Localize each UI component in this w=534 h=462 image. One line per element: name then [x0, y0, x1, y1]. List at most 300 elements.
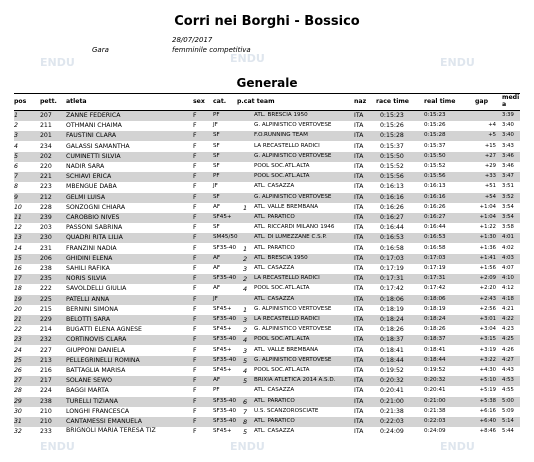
row-real-time: 0:18:26: [424, 326, 446, 333]
row-athlete: PELLEGRINELLI ROMINA: [66, 356, 140, 364]
row-media: 4:18: [502, 295, 514, 302]
row-sex: F: [193, 367, 197, 374]
row-gap: +27: [484, 152, 496, 159]
row-pos: 22: [14, 326, 22, 334]
row-team: ATL. RICCARDI MILANO 1946: [254, 224, 335, 231]
row-real-time: 0:17:03: [424, 254, 446, 261]
row-pos: 15: [14, 254, 22, 262]
row-sex: F: [193, 254, 197, 262]
row-cat: SF35-40: [213, 244, 237, 251]
row-pett: 238: [40, 397, 52, 405]
row-naz: ITA: [354, 224, 364, 232]
row-race-time: 0:18:06: [380, 295, 404, 303]
row-race-time: 0:22:03: [380, 418, 404, 425]
row-pett: 217: [40, 377, 52, 385]
row-race-time: 0:16:16: [380, 193, 404, 201]
row-team: U.S. SCANZOROSCIATE: [254, 407, 319, 414]
row-real-time: 0:21:00: [424, 397, 446, 404]
row-sex: F: [193, 326, 197, 334]
row-cat: SF35-40: [213, 407, 237, 414]
row-team: G. ALPINISTICO VERTOVESE: [254, 356, 332, 363]
row-media: 4:02: [502, 244, 514, 251]
row-pos: 32: [14, 428, 22, 436]
row-athlete: ZANNE FEDERICA: [66, 112, 121, 119]
row-pett: 211: [40, 122, 52, 130]
row-cat: SF: [213, 224, 220, 231]
header-sex: sex: [193, 98, 205, 105]
row-athlete: GIUPPONI DANIELA: [66, 346, 125, 354]
row-athlete: BATTAGLIA MARISA: [66, 367, 126, 374]
watermark: ENDU: [440, 440, 475, 453]
row-sex: F: [193, 336, 197, 344]
row-pett: 229: [40, 316, 52, 323]
row-pcat: 4: [243, 336, 248, 345]
row-cat: SF35-40: [213, 336, 237, 343]
row-pos: 26: [14, 367, 22, 374]
row-gap: +5:38: [479, 397, 496, 404]
row-team: ATL. VALLE BREMBANA: [254, 203, 319, 210]
row-pcat: 5: [243, 377, 248, 386]
header-pett: pett.: [40, 98, 57, 105]
table-row: [14, 223, 520, 233]
row-pett: 215: [40, 305, 52, 313]
table-row: [14, 203, 520, 213]
row-media: 5:14: [502, 418, 514, 424]
row-media: 3:54: [502, 214, 514, 220]
row-race-time: 0:15:52: [380, 163, 404, 170]
row-naz: ITA: [354, 163, 364, 170]
header-media: medi a: [502, 94, 520, 108]
row-pett: 213: [40, 356, 52, 364]
row-pett: 201: [40, 132, 52, 140]
table-row: [14, 172, 520, 182]
row-pett: 225: [40, 295, 52, 303]
table-row: [14, 193, 520, 203]
row-media: 3:47: [502, 173, 514, 180]
row-sex: F: [193, 316, 197, 323]
header-pcat-team: [237, 98, 275, 105]
row-naz: ITA: [354, 418, 364, 425]
row-race-time: 0:17:31: [380, 275, 404, 283]
row-pcat: 1: [243, 305, 248, 314]
row-naz: ITA: [354, 305, 364, 313]
row-pett: 202: [40, 152, 52, 160]
row-pett: 212: [40, 193, 52, 201]
row-pett: 235: [40, 275, 52, 283]
row-athlete: BRIGNOLI MARIA TERESA TIZ: [66, 427, 156, 435]
table-row: [14, 335, 520, 345]
row-cat: SM45/50: [213, 234, 238, 241]
row-athlete: QUADRI RITA LILIA: [66, 234, 123, 242]
event-date-value: 28/07/2017: [172, 36, 213, 44]
row-sex: F: [193, 214, 197, 221]
table-row: [14, 325, 520, 335]
row-media: 5:44: [502, 428, 514, 435]
table-row: [14, 254, 520, 264]
table-header: [0, 96, 534, 110]
row-naz: ITA: [354, 336, 364, 344]
row-sex: F: [193, 132, 197, 140]
row-team: LA RECASTELLO RADICI: [254, 316, 320, 322]
table-row: [14, 284, 520, 294]
row-real-time: 0:18:41: [424, 346, 446, 353]
row-real-time: 0:16:53: [424, 234, 446, 241]
table-row: [14, 417, 520, 427]
row-media: 3:46: [502, 152, 514, 159]
row-naz: ITA: [354, 367, 364, 374]
row-sex: F: [193, 112, 197, 119]
header-pos: pos: [14, 98, 27, 105]
row-team: ATL. CASAZZA: [254, 428, 295, 435]
row-gap: +3:04: [479, 326, 496, 333]
row-real-time: 0:18:37: [424, 336, 446, 343]
row-pett: 210: [40, 407, 52, 415]
row-cat: SF45+: [213, 305, 232, 312]
row-real-time: 0:24:09: [424, 428, 446, 435]
row-naz: ITA: [354, 234, 364, 242]
row-team: POOL SOC.ATL.ALTA: [254, 367, 310, 373]
row-media: 4:26: [502, 346, 514, 353]
row-naz: ITA: [354, 254, 364, 262]
row-team: G. ALPINISTICO VERTOVESE: [254, 305, 332, 312]
row-sex: F: [193, 407, 197, 415]
row-cat: SF45+: [213, 346, 232, 353]
table-row: [14, 407, 520, 417]
row-pett: 227: [40, 346, 52, 354]
row-athlete: GALASSI SAMANTHA: [66, 142, 130, 150]
row-race-time: 0:24:09: [380, 428, 404, 436]
row-pcat: 4: [243, 285, 248, 294]
row-sex: F: [193, 224, 197, 232]
row-real-time: 0:19:52: [424, 367, 446, 373]
watermark: ENDU: [440, 56, 475, 69]
row-pos: 29: [14, 397, 22, 405]
table-row: [14, 356, 520, 366]
table-row: [14, 397, 520, 407]
row-gap: +2:56: [479, 305, 496, 312]
row-pcat: 5: [243, 428, 248, 437]
row-athlete: BAGGI MARTA: [66, 387, 109, 395]
row-sex: F: [193, 234, 197, 242]
row-sex: F: [193, 428, 197, 436]
row-gap: +5:19: [479, 387, 496, 394]
row-race-time: 0:18:26: [380, 326, 404, 334]
row-naz: ITA: [354, 173, 364, 181]
row-real-time: 0:16:44: [424, 224, 446, 231]
row-team: POOL SOC.ATL.ALTA: [254, 336, 310, 343]
row-naz: ITA: [354, 285, 364, 293]
row-team: ATL. CASAZZA: [254, 295, 295, 302]
row-cat: JF: [213, 122, 218, 129]
row-team: ATL. PARATICO: [254, 244, 295, 251]
row-gap: +6:40: [479, 418, 496, 424]
row-sex: F: [193, 418, 197, 425]
row-sex: F: [193, 397, 197, 405]
row-pett: 233: [40, 428, 52, 436]
row-real-time: 0:15:52: [424, 163, 446, 169]
row-sex: F: [193, 275, 197, 283]
row-cat: SF: [213, 142, 220, 149]
row-real-time: 0:16:26: [424, 203, 446, 210]
row-pett: 234: [40, 142, 52, 150]
table-row: [14, 162, 520, 172]
row-race-time: 0:17:42: [380, 285, 404, 293]
row-cat: AF: [213, 203, 221, 210]
row-pos: 14: [14, 244, 22, 252]
row-pcat: 3: [243, 316, 248, 324]
row-gap: +51: [484, 183, 496, 190]
row-pcat: 6: [243, 397, 248, 406]
row-race-time: 0:16:53: [380, 234, 404, 242]
row-sex: F: [193, 265, 197, 272]
row-pos: 31: [14, 418, 22, 425]
row-media: 4:21: [502, 305, 514, 312]
row-naz: ITA: [354, 142, 364, 150]
row-pos: 6: [14, 163, 18, 170]
row-gap: +8:46: [479, 428, 496, 435]
row-sex: F: [193, 377, 197, 385]
row-pos: 3: [14, 132, 18, 140]
event-race-value: femminile competitiva: [172, 46, 251, 54]
row-athlete: PASSONI SABRINA: [66, 224, 123, 232]
row-sex: F: [193, 203, 197, 211]
row-real-time: 0:17:19: [424, 265, 446, 271]
row-race-time: 0:15:23: [380, 112, 404, 119]
row-pett: 214: [40, 326, 52, 334]
table-row: [14, 213, 520, 223]
row-athlete: SCHIAVI ERICA: [66, 173, 112, 181]
row-pcat: 7: [243, 407, 248, 416]
row-cat: JF: [213, 295, 218, 302]
row-pett: 238: [40, 265, 52, 272]
row-naz: ITA: [354, 244, 364, 252]
row-athlete: LONGHI FRANCESCA: [66, 407, 130, 415]
row-athlete: CORTINOVIS CLARA: [66, 336, 127, 344]
table-row: [14, 274, 520, 284]
row-sex: F: [193, 152, 197, 160]
row-race-time: 0:18:37: [380, 336, 404, 344]
row-gap: +2:20: [479, 285, 496, 292]
row-team: LA RECASTELLO RADICI: [254, 142, 320, 149]
row-media: 5:09: [502, 407, 514, 414]
row-pcat: 8: [243, 418, 248, 426]
row-cat: SF45+: [213, 428, 232, 435]
header-pcat: p.cat: [237, 98, 255, 105]
row-real-time: 0:15:56: [424, 173, 446, 180]
table-row: [14, 376, 520, 386]
row-sex: F: [193, 387, 197, 395]
row-naz: ITA: [354, 326, 364, 334]
table-row: [14, 233, 520, 243]
row-media: 4:25: [502, 336, 514, 343]
row-athlete: CAROBBIO NIVES: [66, 214, 120, 221]
row-gap: +5:10: [479, 377, 496, 384]
row-gap: +3:19: [479, 346, 496, 353]
header-cat: cat.: [213, 98, 227, 105]
row-pos: 13: [14, 234, 22, 242]
row-race-time: 0:21:00: [380, 397, 404, 405]
table-row: [14, 244, 520, 254]
row-cat: SF: [213, 132, 220, 139]
row-race-time: 0:15:56: [380, 173, 404, 181]
row-pett: 223: [40, 183, 52, 191]
row-cat: AF: [213, 254, 221, 261]
row-naz: ITA: [354, 193, 364, 201]
table-row: [14, 295, 520, 305]
row-media: 4:03: [502, 254, 514, 261]
row-pos: 4: [14, 142, 18, 150]
row-real-time: 0:15:28: [424, 132, 446, 139]
header-real-time: real time: [424, 98, 456, 105]
row-cat: JF: [213, 183, 218, 190]
row-pcat: 2: [243, 326, 248, 335]
row-athlete: BELOTTI SARA: [66, 316, 111, 323]
row-cat: SF: [213, 163, 220, 169]
row-gap: +1:04: [479, 214, 496, 220]
row-naz: ITA: [354, 132, 364, 140]
row-pett: 207: [40, 112, 52, 119]
event-title: Corri nei Borghi - Bossico: [174, 14, 360, 29]
row-athlete: GHIDINI ELENA: [66, 254, 113, 262]
row-race-time: 0:18:41: [380, 346, 404, 354]
row-race-time: 0:16:58: [380, 244, 404, 252]
row-athlete: BUGATTI ELENA AGNESE: [66, 326, 142, 334]
row-pett: 228: [40, 203, 52, 211]
row-pett: 231: [40, 244, 52, 252]
row-pos: 25: [14, 356, 22, 364]
row-real-time: 0:20:32: [424, 377, 446, 384]
row-race-time: 0:15:26: [380, 122, 404, 130]
row-gap: +2:43: [479, 295, 496, 302]
row-cat: SF45+: [213, 367, 232, 373]
row-naz: ITA: [354, 387, 364, 395]
row-naz: ITA: [354, 428, 364, 436]
divider: [14, 93, 520, 94]
row-naz: ITA: [354, 316, 364, 323]
row-race-time: 0:16:27: [380, 214, 404, 221]
row-team: ATL. PARATICO: [254, 214, 295, 220]
row-team: ATL. DI LUMEZZANE C.S.P.: [254, 234, 327, 241]
row-team: G. ALPINISTICO VERTOVESE: [254, 122, 332, 129]
row-athlete: FAUSTINI CLARA: [66, 132, 117, 140]
row-athlete: CUMINETTI SILVIA: [66, 152, 121, 160]
header-naz: naz: [354, 98, 367, 105]
row-media: 3:58: [502, 224, 514, 231]
row-naz: ITA: [354, 275, 364, 283]
row-cat: PF: [213, 387, 220, 394]
row-real-time: 0:17:42: [424, 285, 446, 292]
row-pos: 2: [14, 122, 18, 130]
event-race-row: [92, 46, 251, 54]
row-pcat: 2: [243, 275, 248, 284]
row-pos: 20: [14, 305, 22, 313]
row-athlete: SAVOLDELLI GIULIA: [66, 285, 127, 293]
row-gap: +3:15: [479, 336, 496, 343]
row-sex: F: [193, 142, 197, 150]
row-gap: +15: [484, 142, 496, 149]
row-race-time: 0:16:13: [380, 183, 404, 191]
row-athlete: TURELLI TIZIANA: [66, 397, 118, 405]
watermark: ENDU: [230, 440, 265, 453]
row-athlete: NORIS SILVIA: [66, 275, 107, 283]
row-gap: +33: [484, 173, 496, 180]
table-row: [14, 386, 520, 396]
row-media: 3:52: [502, 193, 514, 200]
row-naz: ITA: [354, 203, 364, 211]
row-cat: SF45+: [213, 214, 232, 220]
row-gap: +3:01: [479, 316, 496, 322]
row-gap: +3:22: [479, 356, 496, 363]
row-naz: ITA: [354, 407, 364, 415]
row-athlete: SONZOGNI CHIARA: [66, 203, 126, 211]
row-gap: +5: [488, 132, 496, 139]
row-media: 3:46: [502, 163, 514, 169]
row-pos: 5: [14, 152, 18, 160]
row-cat: SF: [213, 193, 220, 200]
row-pos: 10: [14, 203, 22, 211]
row-sex: F: [193, 122, 197, 130]
row-media: 4:27: [502, 356, 514, 363]
row-pos: 30: [14, 407, 22, 415]
row-pett: 210: [40, 418, 52, 425]
row-real-time: 0:21:38: [424, 407, 446, 414]
row-sex: F: [193, 346, 197, 354]
row-team: POOL SOC.ATL.ALTA: [254, 163, 310, 169]
row-team: ATL. CASAZZA: [254, 387, 295, 394]
row-media: 3:39: [502, 112, 514, 118]
row-naz: ITA: [354, 214, 364, 221]
row-real-time: 0:17:31: [424, 275, 446, 282]
row-media: 3:51: [502, 183, 514, 190]
row-gap: +1:56: [479, 265, 496, 271]
row-pcat: 3: [243, 346, 248, 355]
row-pett: 224: [40, 387, 52, 395]
row-naz: ITA: [354, 265, 364, 272]
row-media: 4:23: [502, 326, 514, 333]
row-media: 3:43: [502, 142, 514, 149]
row-race-time: 0:15:37: [380, 142, 404, 150]
row-sex: F: [193, 356, 197, 364]
table-row: [14, 131, 520, 141]
row-naz: ITA: [354, 397, 364, 405]
row-pos: 12: [14, 224, 22, 232]
row-naz: ITA: [354, 183, 364, 191]
row-real-time: 0:15:26: [424, 122, 446, 129]
row-team: POOL SOC.ATL.ALTA: [254, 173, 310, 180]
event-race-label: Gara: [92, 46, 109, 54]
row-gap: +54: [484, 193, 496, 200]
row-cat: SF35-40: [213, 356, 237, 363]
row-pos: 7: [14, 173, 18, 181]
row-cat: SF35-40: [213, 316, 237, 322]
row-cat: PF: [213, 112, 220, 118]
row-naz: ITA: [354, 356, 364, 364]
row-naz: ITA: [354, 112, 364, 119]
row-team: LA RECASTELLO RADICI: [254, 275, 320, 282]
row-gap: +2:09: [479, 275, 496, 282]
row-pos: 23: [14, 336, 22, 344]
table-row: [14, 346, 520, 356]
row-cat: SF: [213, 152, 220, 159]
row-real-time: 0:15:23: [424, 112, 446, 118]
row-pos: 9: [14, 193, 18, 201]
row-sex: F: [193, 305, 197, 313]
row-real-time: 0:16:58: [424, 244, 446, 251]
row-race-time: 0:18:44: [380, 356, 404, 364]
header-athlete: atleta: [66, 98, 87, 105]
row-media: 3:40: [502, 122, 514, 129]
row-pett: 222: [40, 285, 52, 293]
